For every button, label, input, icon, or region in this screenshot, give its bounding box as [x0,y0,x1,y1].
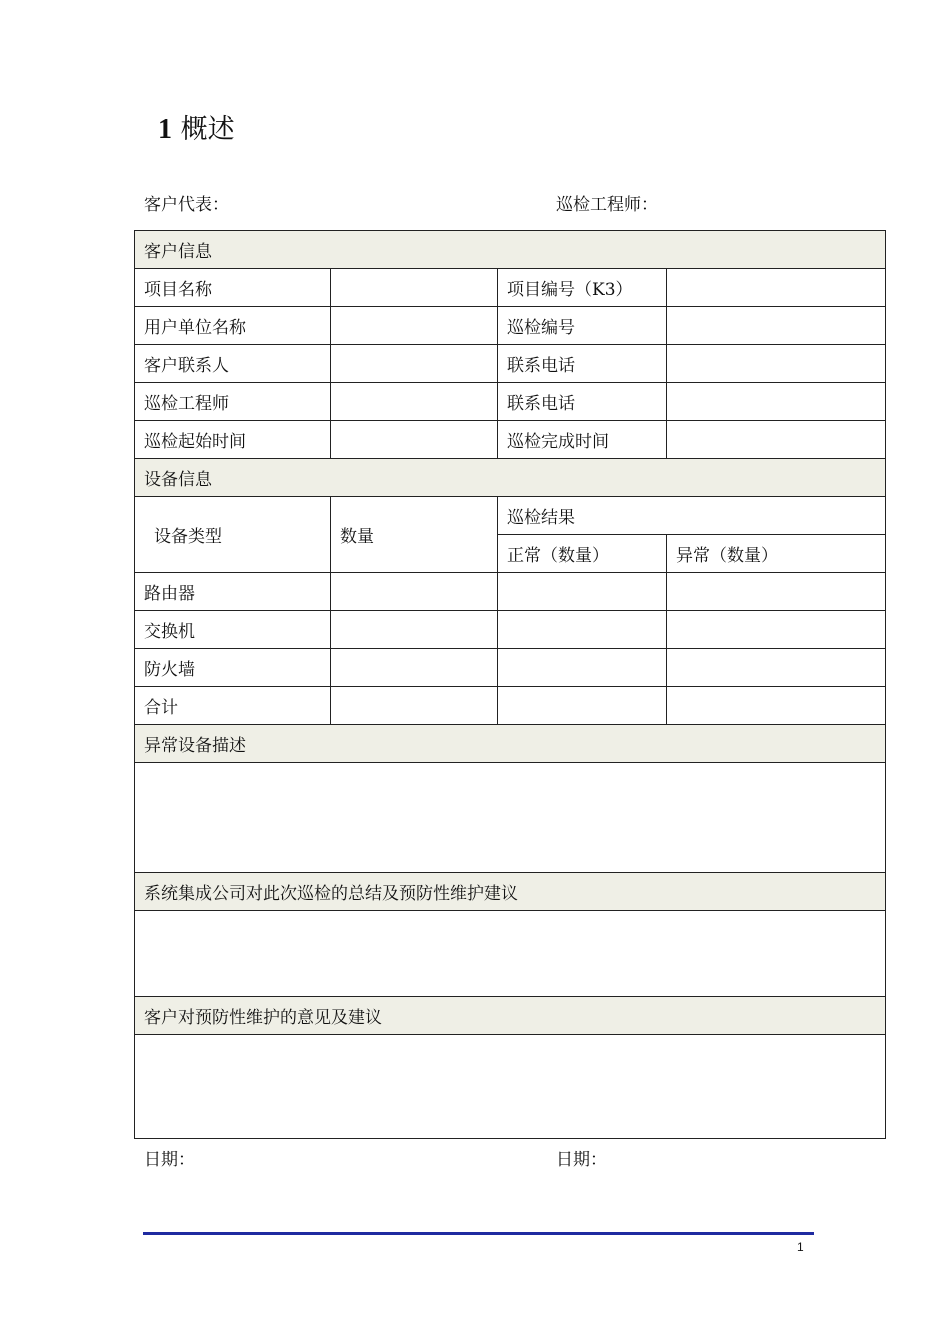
footer-rule [143,1232,814,1235]
section-row [135,231,886,269]
inspector-name-field[interactable] [331,383,498,421]
table-row [135,649,886,687]
section-customer-info: 客户信息 [135,231,886,269]
device-quantity-field[interactable] [331,573,498,611]
device-quantity-field[interactable] [331,649,498,687]
section-customer-opinion: 客户对预防性维护的意见及建议 [135,997,886,1035]
table-row [135,269,886,307]
device-type-cell: 防火墙 [135,649,331,687]
device-normal-field[interactable] [498,611,667,649]
customer-opinion-area[interactable] [135,1035,886,1139]
heading-number: 1 [158,114,172,145]
device-type-cell: 合计 [135,687,331,725]
table-row [135,573,886,611]
inspector-phone-field[interactable] [667,383,886,421]
row-label: 联系电话 [498,383,667,421]
row-label: 巡检编号 [498,307,667,345]
device-normal-field[interactable] [498,687,667,725]
table-row [135,611,886,649]
row-label: 项目编号（K3） [498,269,667,307]
text-area-row [135,763,886,873]
inspector-label: 巡检工程师： [556,195,658,215]
page-title [158,112,235,148]
inspection-result-header: 巡检结果 [498,497,886,535]
device-abnormal-field[interactable] [667,649,886,687]
section-integrator-summary: 系统集成公司对此次巡检的总结及预防性维护建议 [135,873,886,911]
device-header-row [135,497,886,535]
row-label: 联系电话 [498,345,667,383]
row-label: 巡检完成时间 [498,421,667,459]
section-row [135,725,886,763]
text-area-row [135,911,886,997]
heading-text: 概述 [180,114,235,145]
device-type-cell: 路由器 [135,573,331,611]
device-type-header: 设备类型 [135,497,331,573]
user-unit-name-field[interactable] [331,307,498,345]
customer-rep-label: 客户代表： [144,195,229,215]
table-row [135,687,886,725]
abnormal-count-header: 异常（数量） [667,535,886,573]
table-row [135,345,886,383]
customer-phone-field[interactable] [667,345,886,383]
device-abnormal-field[interactable] [667,687,886,725]
section-row [135,873,886,911]
section-device-info: 设备信息 [135,459,886,497]
device-abnormal-field[interactable] [667,611,886,649]
row-label: 巡检工程师 [135,383,331,421]
section-abnormal-desc: 异常设备描述 [135,725,886,763]
row-label: 巡检起始时间 [135,421,331,459]
section-row [135,459,886,497]
abnormal-desc-area[interactable] [135,763,886,873]
inspection-form-table [134,230,886,1139]
date-label-left: 日期： [144,1150,195,1170]
inspection-number-field[interactable] [667,307,886,345]
normal-count-header: 正常（数量） [498,535,667,573]
quantity-header: 数量 [331,497,498,573]
device-normal-field[interactable] [498,649,667,687]
integrator-summary-area[interactable] [135,911,886,997]
table-row [135,421,886,459]
table-row [135,383,886,421]
project-number-field[interactable] [667,269,886,307]
page-number: 1 [797,1240,804,1254]
end-time-field[interactable] [667,421,886,459]
table-row [135,307,886,345]
text-area-row [135,1035,886,1139]
device-normal-field[interactable] [498,573,667,611]
row-label: 客户联系人 [135,345,331,383]
device-quantity-field[interactable] [331,611,498,649]
device-quantity-field[interactable] [331,687,498,725]
date-label-right: 日期： [556,1150,607,1170]
section-row [135,997,886,1035]
project-name-field[interactable] [331,269,498,307]
row-label: 项目名称 [135,269,331,307]
device-type-cell: 交换机 [135,611,331,649]
device-abnormal-field[interactable] [667,573,886,611]
customer-contact-field[interactable] [331,345,498,383]
start-time-field[interactable] [331,421,498,459]
row-label: 用户单位名称 [135,307,331,345]
